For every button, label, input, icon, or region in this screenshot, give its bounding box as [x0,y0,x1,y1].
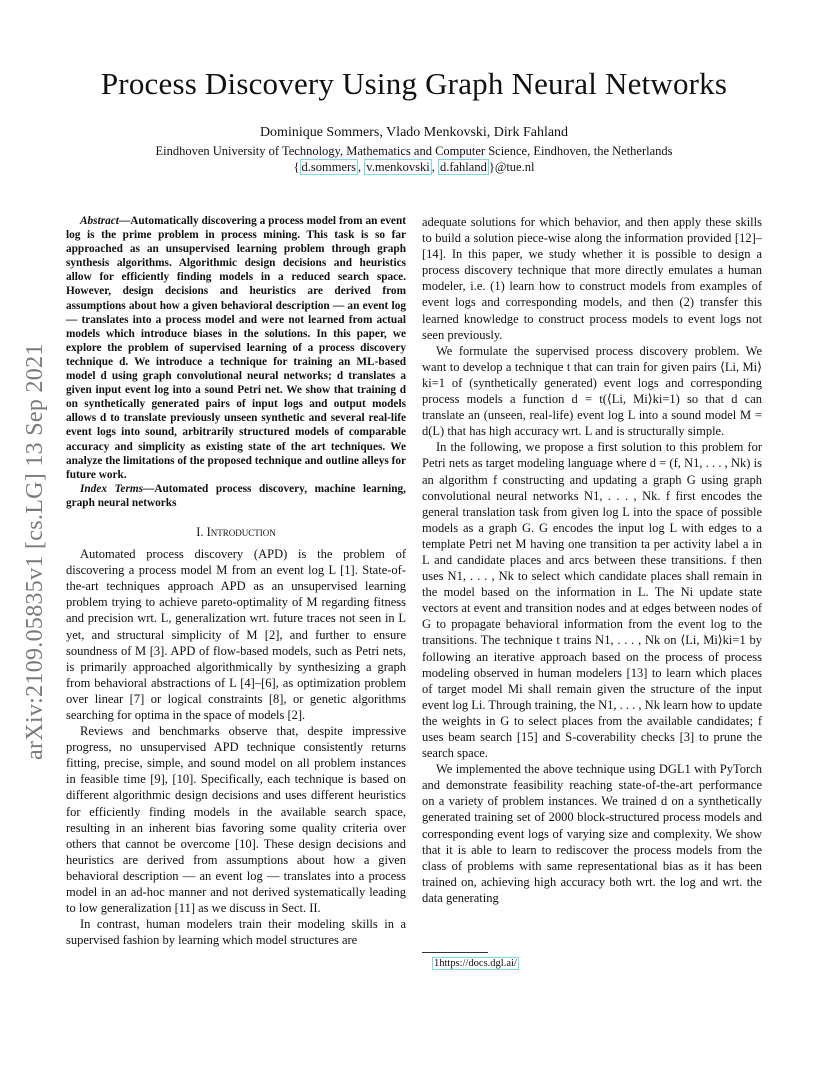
email-domain: }@tue.nl [488,160,535,174]
intro-paragraph-5: We formulate the supervised process discovery problem. We want to develop a technique t that can train for given pairs ⟨Li, Mi⟩ki=1 of (synthetically generated) event logs and corresponding process models a function d = t(⟨Li, Mi⟩ki=1) so that d can translate an (unseen, real-life) event log L into a sound model M = d(L) that has high accuracy wrt. L and is structurally simple. [422,343,762,439]
intro-paragraph-6: In the following, we propose a first solution to this problem for Petri nets as target modeling language where d = (f, N1, . . . , Nk) is an algorithm f constructing and updating a graph G using graph convolutional neural networks N1, . . . , Nk. f first encodes the general translation task from given log L into the space of possible models as a graph G. G encodes the input log L with edges to a template Petri net M having one transition ta per activity label a in L and candidate places and arcs between these transitions. f then uses N1, . . . , Nk to select which candidate places shall remain in the model based on the information in L. The Ni update state vectors at event and transition nodes and at edges between nodes of G to propagate behavioral information from the event log to the transitions. The technique t trains N1, . . . , Nk on ⟨Li, Mi⟩ki=1 by following an iterative approach based on the process of process modeling observed in human modelers [13] to learn which places of target model Mi shall remain given the structure of the input event log Li. Through training, the N1, . . . , Nk learn how to update the weights in G to select places from the available candidates; f uses beam search [15] and S-coverability checks [3] to prune the search space. [422,440,762,761]
paper-authors: Dominique Sommers, Vlado Menkovski, Dirk Fahland [259,125,569,140]
intro-paragraph-4: adequate solutions for which behavior, and then apply these skills to build a solution piece-wise along the information provided [12]–[14]. In this paper, we study whether it is possible to design a process discovery technique that more directly emulates a human modeler, i.e. (1) learn how to construct models from examples of event logs and corresponding models, and then (2) transfer this learned knowledge to construct process models to event logs not seen previously. [422,215,762,342]
footnote-link-dgl[interactable]: 1https://docs.dgl.ai/ [434,958,517,969]
abstract-lead: Abstract [80,215,119,227]
intro-paragraph-7: We implemented the above technique using DGL1 with PyTorch and demonstrate feasibility reaching state-of-the-art performance on a variety of problem instances. We trained d on a synthetically generated training set of 2000 block-structured process models and corresponding event logs of varying size and complexity. We show that it is able to learn to rediscover the process models from the class of problems with same representational bias as it has been trained on, achieving high accuracy both wrt. the log and wrt. the data generating [422,762,762,905]
email-link-fahland[interactable]: d.fahland [439,160,487,174]
email-brace-open: { [293,160,300,174]
section-heading-introduction: I. Introduction [196,524,276,539]
email-link-sommers[interactable]: d.sommers [301,160,357,174]
author-emails [0,160,828,175]
index-terms [66,482,406,510]
right-column [422,214,762,906]
intro-paragraph-3: In contrast, human modelers train their modeling skills in a supervised fashion by learning which model structures are [66,917,406,948]
email-link-menkovski[interactable]: v.menkovski [366,160,430,174]
email-sep-2: , [431,160,438,174]
arxiv-identifier: arXiv:2109.05835v1 [cs.LG] 13 Sep 2021 [22,343,48,760]
intro-paragraph-1: Automated process discovery (APD) is the problem of discovering a process model M from an event log L [1]. State-of-the-art techniques approach APD as an unsupervised learning problem trying to achieve pareto-optimality of M regarding fitness and precision wrt. L, generalization wrt. future traces not seen in L yet, and structural simplicity of M [2], and further to ensure soundness of M [3]. APD of flow-based models, such as Petri nets, is primarily approached algorithmically by synthesizing a graph from behavioral abstractions of L [4]–[6], as optimization problem over linear [7] or logical constraints [8], or genetic algorithms searching for optima in the space of models [2]. [66,547,406,722]
abstract [66,214,406,482]
index-terms-text: —Automated process discovery, machine learning, graph neural networks [66,482,406,509]
intro-paragraph-2: Reviews and benchmarks observe that, despite impressive progress, no unsupervised APD technique consistently returns fitting, precise, simple, and sound model on all problem instances in feasible time [9], [10]. Specifically, each technique is based on different algorithmic design decisions and uses different heuristics for efficiently finding models in the available search space, resulting in an inherent bias favoring some quality criteria over others that cannot be overcome [10]. These design decisions and heuristics are derived from assumptions about how a given behavioral description — an event log — translates into a process model in an ad-hoc manner and not derived systematically leading to low generalization [11] as we discuss in Sect. II. [66,724,406,916]
email-sep-1: , [358,160,365,174]
footnote-rule [422,952,488,953]
paper-title: Process Discovery Using Graph Neural Networks [100,66,728,101]
footnote [432,958,519,969]
abstract-text: —Automatically discovering a process model from an event log is the prime problem in process mining. This task is so far approached as an unsupervised learning problem through graph synthesis algorithms. Algorithmic design decisions and heuristics allow for efficiently finding models in a reduced search space. However, design decisions and heuristics are derived from assumptions about how a given behavioral description — an event log — translates into a process model and were not learned from actual models which introduce biases in the solutions. In this paper, we explore the problem of supervised learning of a process discovery technique d. We introduce a technique for training an ML-based model d using graph convolutional neural networks; d translates a given input event log into a sound Petri net. We show that training d on synthetically generated pairs of input logs and output models allows d to translate previously unseen synthetic and several real-life event logs into sound, arbitrarily structured models of comparable accuracy and simplicity as existing state of the art techniques. We analyze the limitations of the proposed technique and outline alleys for future work. [66,215,406,481]
left-column [66,214,406,948]
index-terms-lead: Index Terms [80,482,144,495]
author-affiliation: Eindhoven University of Technology, Mathematics and Computer Science, Eindhoven, the Netherlands [155,144,673,158]
